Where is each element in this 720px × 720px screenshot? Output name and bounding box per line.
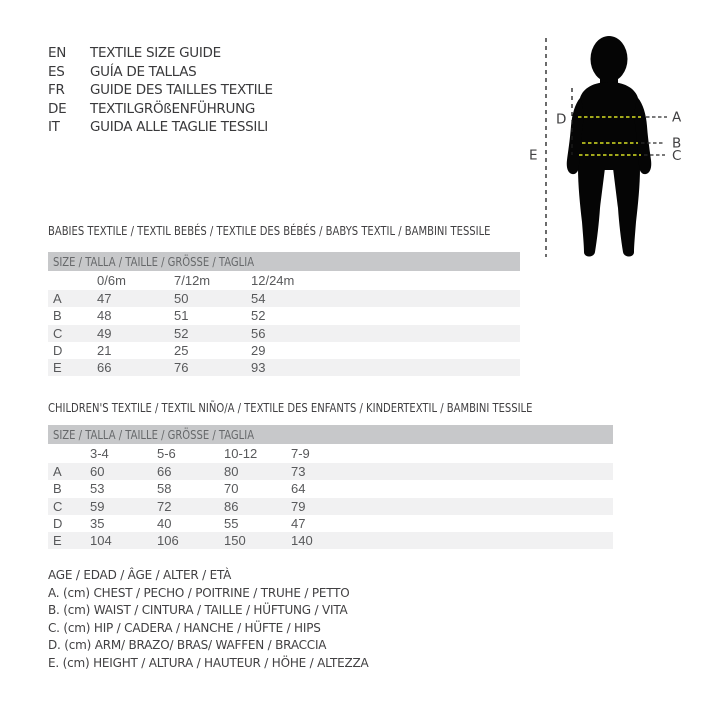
table-cell: 58 [157, 481, 172, 497]
column-header-row [48, 444, 613, 463]
table-cell: 106 [157, 533, 179, 549]
language-code: EN [48, 45, 67, 62]
column-header-spacer [48, 444, 88, 463]
language-code: DE [48, 100, 67, 117]
table-row [48, 290, 520, 307]
table-cell: 66 [157, 464, 172, 479]
measurement-legend [48, 567, 369, 672]
language-title: TEXTILGRÖßENFÜHRUNG [90, 100, 256, 117]
column-header: 10-12 [224, 446, 258, 461]
language-row [48, 44, 273, 63]
row-label: B [53, 308, 62, 324]
size-header-band [48, 252, 520, 271]
legend-item-chest: A. (cm) CHEST / PECHO / POITRINE / TRUHE / PETTO [48, 585, 350, 600]
language-row [48, 81, 273, 100]
language-code: ES [48, 63, 65, 80]
legend-age-line: AGE / EDAD / ÂGE / ALTER / ETÀ [48, 568, 232, 582]
row-label: D [53, 515, 63, 531]
table-row [48, 463, 613, 480]
table-cell: 48 [97, 308, 112, 324]
size-header-band [48, 425, 613, 444]
column-header: 5-6 [157, 446, 176, 461]
row-label: E [53, 360, 62, 376]
children-section-title: CHILDREN'S TEXTILE / TEXTIL NIÑO/A / TEXTILE DES ENFANTS / KINDERTEXTIL / BAMBINI TESSILE [48, 400, 533, 415]
legend-item-waist: B. (cm) WAIST / CINTURA / TAILLE / HÜFTUNG / VITA [48, 603, 348, 617]
row-label: C [53, 325, 63, 341]
figure-label-D: D [556, 111, 567, 128]
table-row [48, 515, 613, 532]
column-header: 7-9 [291, 446, 310, 461]
legend-item-hip: C. (cm) HIP / CADERA / HANCHE / HÜFTE / HIPS [48, 620, 321, 635]
size-header-label: SIZE / TALLA / TAILLE / GRÖSSE / TAGLIA [53, 427, 255, 442]
column-header-spacer [48, 271, 88, 290]
column-header: 0/6m [97, 273, 126, 288]
table-cell: 59 [90, 498, 105, 514]
table-cell: 55 [224, 515, 239, 531]
table-row [48, 532, 613, 549]
column-header: 3-4 [90, 446, 109, 461]
language-title: TEXTILE SIZE GUIDE [90, 45, 221, 62]
row-label: B [53, 481, 62, 497]
language-row [48, 63, 273, 82]
column-header: 7/12m [174, 273, 211, 288]
figure-label-E: E [529, 147, 538, 164]
table-cell: 54 [251, 291, 266, 306]
language-row [48, 100, 273, 119]
row-label: A [53, 291, 62, 306]
babies-size-table [48, 252, 520, 376]
table-cell: 64 [291, 481, 306, 497]
language-code: IT [48, 119, 60, 136]
table-cell: 140 [291, 533, 313, 549]
table-cell: 47 [97, 291, 112, 306]
table-cell: 40 [157, 515, 172, 531]
children-size-table [48, 425, 613, 549]
table-cell: 52 [174, 325, 189, 341]
column-header-row [48, 271, 520, 290]
figure-label-A: A [672, 109, 682, 126]
legend-item-arm: D. (cm) ARM/ BRAZO/ BRAS/ WAFFEN / BRACCIA [48, 638, 327, 652]
legend-item-height: E. (cm) HEIGHT / ALTURA / HAUTEUR / HÖHE / ALTEZZA [48, 655, 369, 670]
table-cell: 49 [97, 325, 112, 341]
row-label: C [53, 498, 63, 514]
size-header-label: SIZE / TALLA / TAILLE / GRÖSSE / TAGLIA [53, 254, 255, 269]
table-cell: 79 [291, 498, 306, 514]
table-row [48, 325, 520, 342]
row-label: D [53, 342, 63, 358]
table-cell: 93 [251, 360, 266, 376]
table-cell: 72 [157, 498, 172, 514]
measurement-figure [520, 20, 720, 270]
table-row [48, 359, 520, 376]
child-silhouette-diagram [520, 20, 720, 270]
babies-section-title: BABIES TEXTILE / TEXTIL BEBÉS / TEXTILE DES BÉBÉS / BABYS TEXTIL / BAMBINI TESSILE [48, 223, 491, 238]
table-row [48, 480, 613, 497]
table-cell: 80 [224, 464, 239, 479]
table-cell: 35 [90, 515, 105, 531]
table-cell: 50 [174, 291, 189, 306]
figure-label-C: C [672, 148, 682, 164]
language-title: GUÍA DE TALLAS [90, 63, 197, 80]
table-cell: 51 [174, 308, 189, 324]
table-cell: 29 [251, 342, 266, 358]
table-cell: 56 [251, 325, 266, 341]
row-label: E [53, 533, 62, 549]
language-title: GUIDA ALLE TAGLIE TESSILI [90, 119, 268, 136]
table-cell: 104 [90, 533, 112, 549]
table-row [48, 307, 520, 324]
table-cell: 47 [291, 515, 306, 531]
language-code: FR [48, 82, 65, 99]
table-cell: 150 [224, 533, 246, 549]
table-cell: 66 [97, 360, 112, 376]
table-cell: 76 [174, 360, 189, 376]
table-cell: 60 [90, 464, 105, 479]
row-label: A [53, 464, 62, 479]
child-silhouette [567, 36, 652, 257]
figure-label-B: B [672, 135, 682, 152]
language-list [48, 44, 273, 137]
table-cell: 25 [174, 342, 189, 358]
language-row [48, 118, 273, 137]
table-cell: 70 [224, 481, 239, 497]
table-cell: 73 [291, 464, 306, 479]
table-cell: 21 [97, 342, 112, 358]
language-title: GUIDE DES TAILLES TEXTILE [90, 82, 273, 99]
table-row [48, 342, 520, 359]
table-row [48, 498, 613, 515]
column-header: 12/24m [251, 273, 295, 288]
table-cell: 86 [224, 498, 239, 514]
table-cell: 53 [90, 481, 105, 497]
table-cell: 52 [251, 308, 266, 324]
